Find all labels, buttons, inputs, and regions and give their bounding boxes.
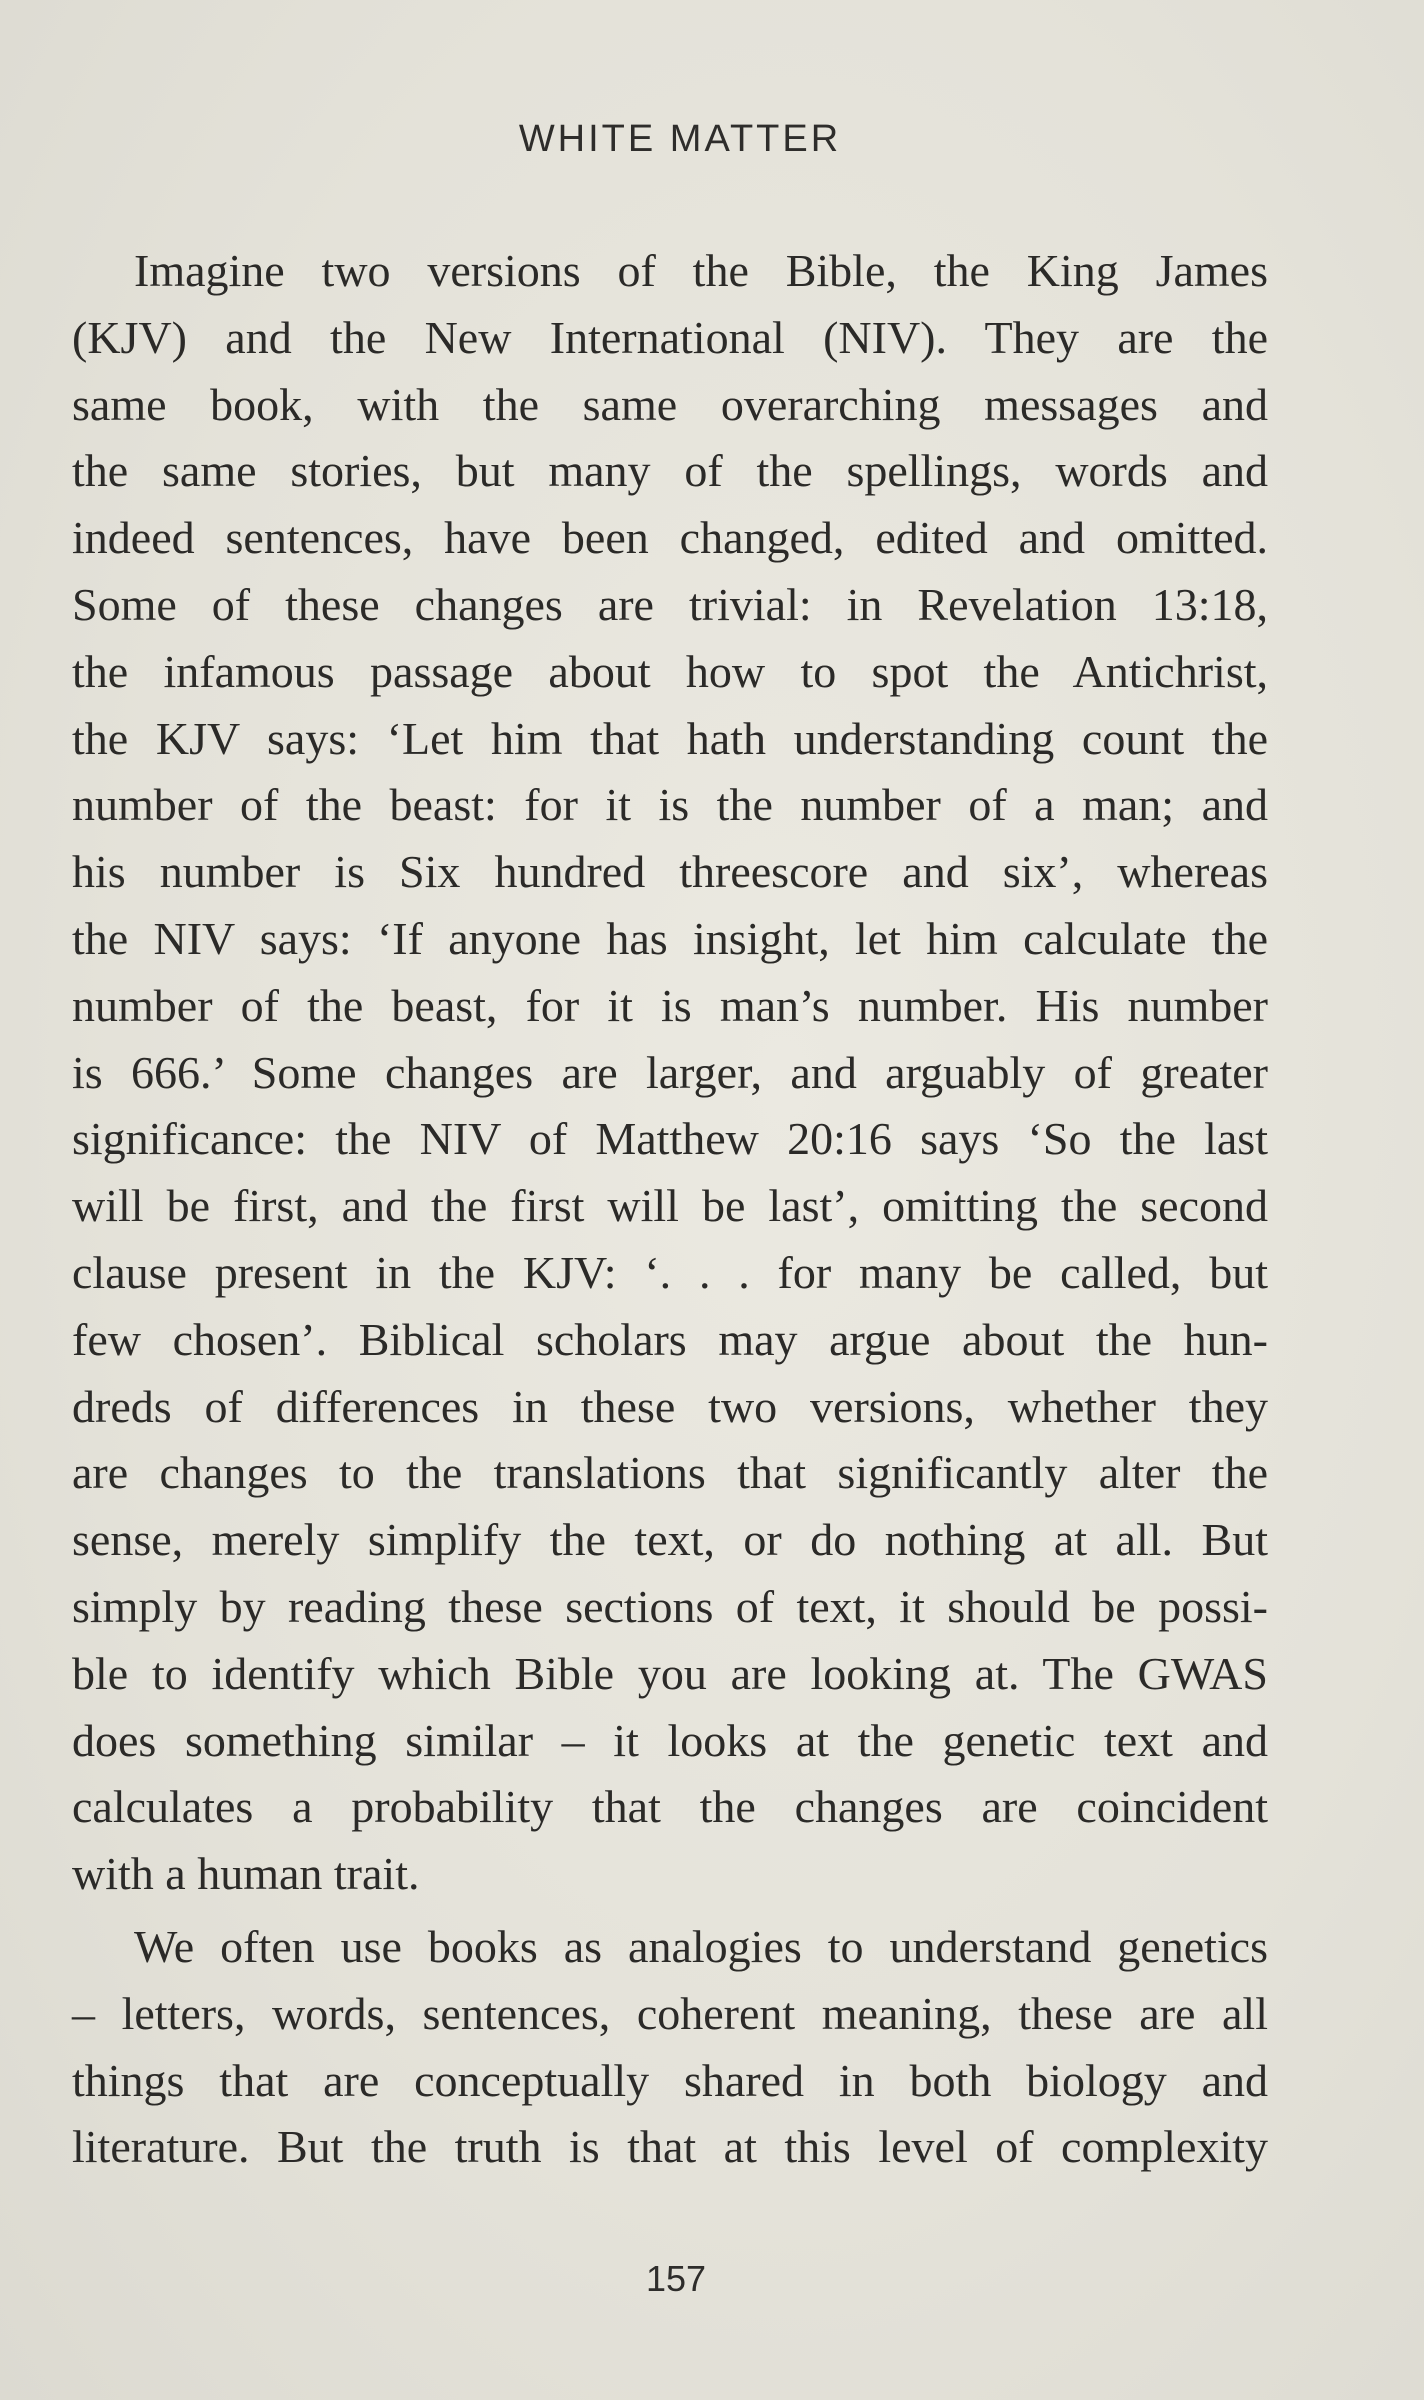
text-line: calculates a probability that the changes are coincident bbox=[72, 1781, 1268, 1833]
text-line: sense, merely simplify the text, or do nothing at all. But bbox=[72, 1514, 1268, 1566]
body-text bbox=[72, 238, 1268, 2181]
text-line: the infamous passage about how to spot the Antichrist, bbox=[72, 645, 1268, 697]
text-line: the NIV says: ‘If anyone has insight, let him calculate the bbox=[72, 912, 1268, 964]
text-line: are changes to the translations that significantly alter the bbox=[72, 1447, 1268, 1499]
text-line: indeed sentences, have been changed, edited and omitted. bbox=[72, 512, 1268, 564]
text-line: ble to identify which Bible you are looking at. The GWAS bbox=[72, 1647, 1268, 1699]
text-line: Imagine two versions of the Bible, the King James bbox=[134, 245, 1268, 296]
text-line: simply by reading these sections of text, it should be possi- bbox=[72, 1580, 1268, 1632]
text-line: is 666.’ Some changes are larger, and arguably of greater bbox=[72, 1046, 1268, 1098]
text-line: with a human trait. bbox=[72, 1848, 420, 1900]
text-line: the KJV says: ‘Let him that hath understanding count the bbox=[72, 712, 1268, 764]
running-head: WHITE MATTER bbox=[518, 118, 842, 160]
text-line: (KJV) and the New International (NIV). They are the bbox=[72, 311, 1268, 363]
text-line: We often use books as analogies to understand genetics bbox=[134, 1920, 1268, 1972]
text-line: – letters, words, sentences, coherent meaning, these are all bbox=[72, 1987, 1268, 2039]
text-line: significance: the NIV of Matthew 20:16 says ‘So the last bbox=[72, 1113, 1268, 1165]
text-line: will be first, and the first will be last’, omitting the second bbox=[72, 1180, 1268, 1232]
page-number: 157 bbox=[645, 2258, 707, 2299]
text-line: does something similar – it looks at the genetic text and bbox=[72, 1714, 1268, 1766]
text-line: literature. But the truth is that at this level of complexity bbox=[72, 2121, 1268, 2173]
text-line: clause present in the KJV: ‘. . . for many be called, but bbox=[72, 1246, 1268, 1298]
text-line: same book, with the same overarching messages and bbox=[72, 378, 1268, 430]
text-line: the same stories, but many of the spellings, words and bbox=[72, 445, 1268, 497]
paragraph-1 bbox=[72, 238, 1268, 1908]
text-line: Some of these changes are trivial: in Revelation 13:18, bbox=[72, 578, 1268, 630]
text-line: his number is Six hundred threescore and six’, whereas bbox=[72, 846, 1268, 898]
text-line: few chosen’. Biblical scholars may argue about the hun- bbox=[72, 1313, 1268, 1365]
text-line: things that are conceptually shared in both biology and bbox=[72, 2054, 1268, 2106]
text-line: dreds of differences in these two versions, whether they bbox=[72, 1380, 1268, 1432]
text-line: number of the beast, for it is man’s number. His number bbox=[72, 979, 1268, 1031]
text-line: number of the beast: for it is the number of a man; and bbox=[72, 779, 1268, 831]
paragraph-2 bbox=[72, 1914, 1268, 2181]
